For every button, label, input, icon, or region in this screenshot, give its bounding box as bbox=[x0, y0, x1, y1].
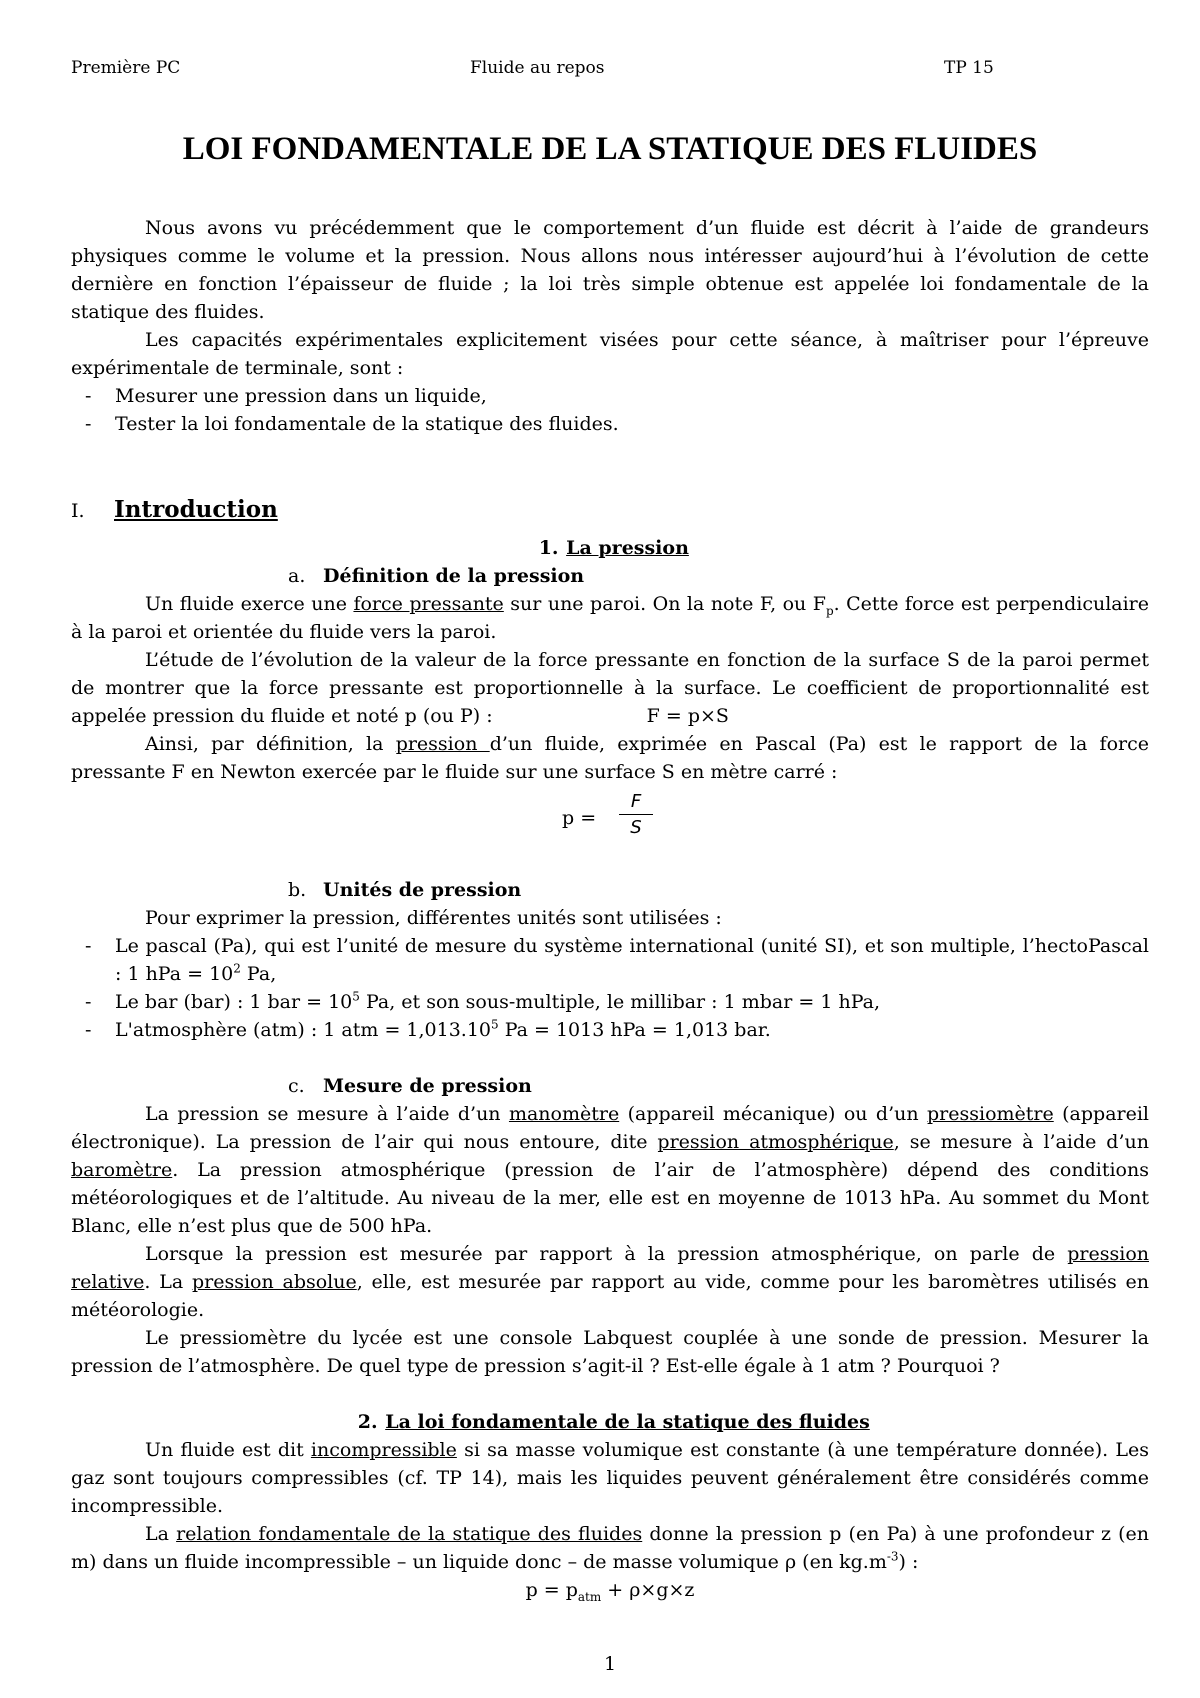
law-paragraph-2: La relation fondamentale de la statique des fluides donne la pression p (en Pa) à une profondeur z (en m) dans un fluide incompressible – un liquide donc – de masse volumique ρ (en $kg.m^{-3}$) : bbox=[71, 1523, 1150, 1573]
document-body bbox=[71, 214, 1149, 1604]
formula-lhs: p = bbox=[562, 807, 597, 829]
header-class: Première PC bbox=[71, 58, 181, 78]
subsection-heading-pression: 1. La pression bbox=[538, 537, 689, 559]
section-heading-introduction: I. Introduction bbox=[71, 496, 278, 523]
list-item: - Tester la loi fondamentale de la statique des fluides. bbox=[85, 413, 619, 435]
definition-paragraph-1: Un fluide exerce une force pressante sur une paroi. On la note F, ou $F_p$. Cette force est perpendiculaire à la paroi et orientée du fluide vers la paroi. bbox=[71, 593, 1149, 643]
definition-paragraph-3: Ainsi, par définition, la pression d’un fluide, exprimée en Pascal (Pa) est le rapport de la force pressante F en Newton exercée par le fluide sur une surface S en mètre carré : bbox=[71, 733, 1149, 783]
pressure-formula bbox=[71, 786, 1149, 848]
list-item: - Mesurer une pression dans un liquide, bbox=[85, 385, 487, 407]
header-tp-number: TP 15 bbox=[944, 58, 994, 78]
measure-paragraph-3: Le pressiomètre du lycée est une console Labquest couplée à une sonde de pression. Mesurer la pression de l’atmosphère. De quel type de pression s’agit-il ? Est-elle égale à 1 atm ? Pourquoi ? bbox=[71, 1327, 1149, 1377]
subsubsection-heading-unites: b. Unités de pression bbox=[288, 879, 522, 901]
header-topic: Fluide au repos bbox=[470, 58, 605, 78]
intro-capacities: Les capacités expérimentales explicitement visées pour cette séance, à maîtriser pour l’épreuve expérimentale de terminale, sont : bbox=[71, 329, 1149, 379]
subsubsection-heading-definition: a. Définition de la pression bbox=[288, 565, 585, 587]
list-item: - Le pascal (Pa), qui est l’unité de mesure du système international (unité SI), et son multiple, l’hectoPascal : 1 hPa = $10^2$ Pa, bbox=[85, 935, 1149, 985]
subsubsection-heading-mesure: c. Mesure de pression bbox=[288, 1075, 532, 1097]
measure-paragraph-1: La pression se mesure à l’aide d’un manomètre (appareil mécanique) ou d’un pressiomètre (appareil électronique). La pression de l’air qui nous entoure, dite pression atmosphérique, se mesure à l’aide d’un baromètre. La pression atmosphérique (pression de l’air de l’atmosphère) dépend des conditions météorologiques et de l’altitude. Au niveau de la mer, elle est en moyenne de 1013 hPa. Au sommet du Mont Blanc, elle n’est plus que de 500 hPa. bbox=[71, 1103, 1150, 1237]
subsection-heading-loi-fondamentale: 2. La loi fondamentale de la statique des fluides bbox=[357, 1411, 870, 1433]
fundamental-law-formula: $p = p_{atm} + \rho\times g\times z$ bbox=[525, 1579, 695, 1604]
units-intro: Pour exprimer la pression, différentes unités sont utilisées : bbox=[145, 907, 722, 929]
law-paragraph-1: Un fluide est dit incompressible si sa masse volumique est constante (à une température donnée). Les gaz sont toujours compressibles (cf. TP 14), mais les liquides peuvent généralement être considérés comme incompressible. bbox=[71, 1439, 1149, 1517]
intro-paragraph: Nous avons vu précédemment que le comportement d’un fluide est décrit à l’aide de grandeurs physiques comme le volume et la pression. Nous allons nous intéresser aujourd’hui à l’évolution de cette dernière en fonction l’épaisseur de fluide ; la loi très simple obtenue est appelée loi fondamentale de la statique des fluides. bbox=[71, 217, 1149, 323]
page-number: 1 bbox=[603, 1653, 617, 1675]
formula-fraction: $\frac{F}{S}$ bbox=[619, 790, 653, 841]
formula-force: F = p×S bbox=[646, 705, 729, 727]
measure-paragraph-2: Lorsque la pression est mesurée par rapport à la pression atmosphérique, on parle de pression relative. La pression absolue, elle, est mesurée par rapport au vide, comme pour les baromètres utilisés en météorologie. bbox=[71, 1243, 1149, 1321]
page-header bbox=[0, 58, 1200, 82]
definition-paragraph-2: L’étude de l’évolution de la valeur de la force pressante en fonction de la surface S de la paroi permet de montrer que la force pressante est proportionnelle à la surface. Le coefficient de proportionnalité est appelée pression du fluide et noté p (ou P) : F = p×S bbox=[71, 646, 1149, 730]
list-item: - L'atmosphère (atm) : 1 atm = $1,013.10^5$ Pa = 1013 hPa = 1,013 bar. bbox=[85, 1017, 771, 1041]
list-item: - Le bar (bar) : 1 bar = $10^5$ Pa, et son sous-multiple, le millibar : 1 mbar = 1 hPa, bbox=[85, 989, 881, 1013]
document-title: LOI FONDAMENTALE DE LA STATIQUE DES FLUIDES bbox=[182, 131, 1038, 167]
